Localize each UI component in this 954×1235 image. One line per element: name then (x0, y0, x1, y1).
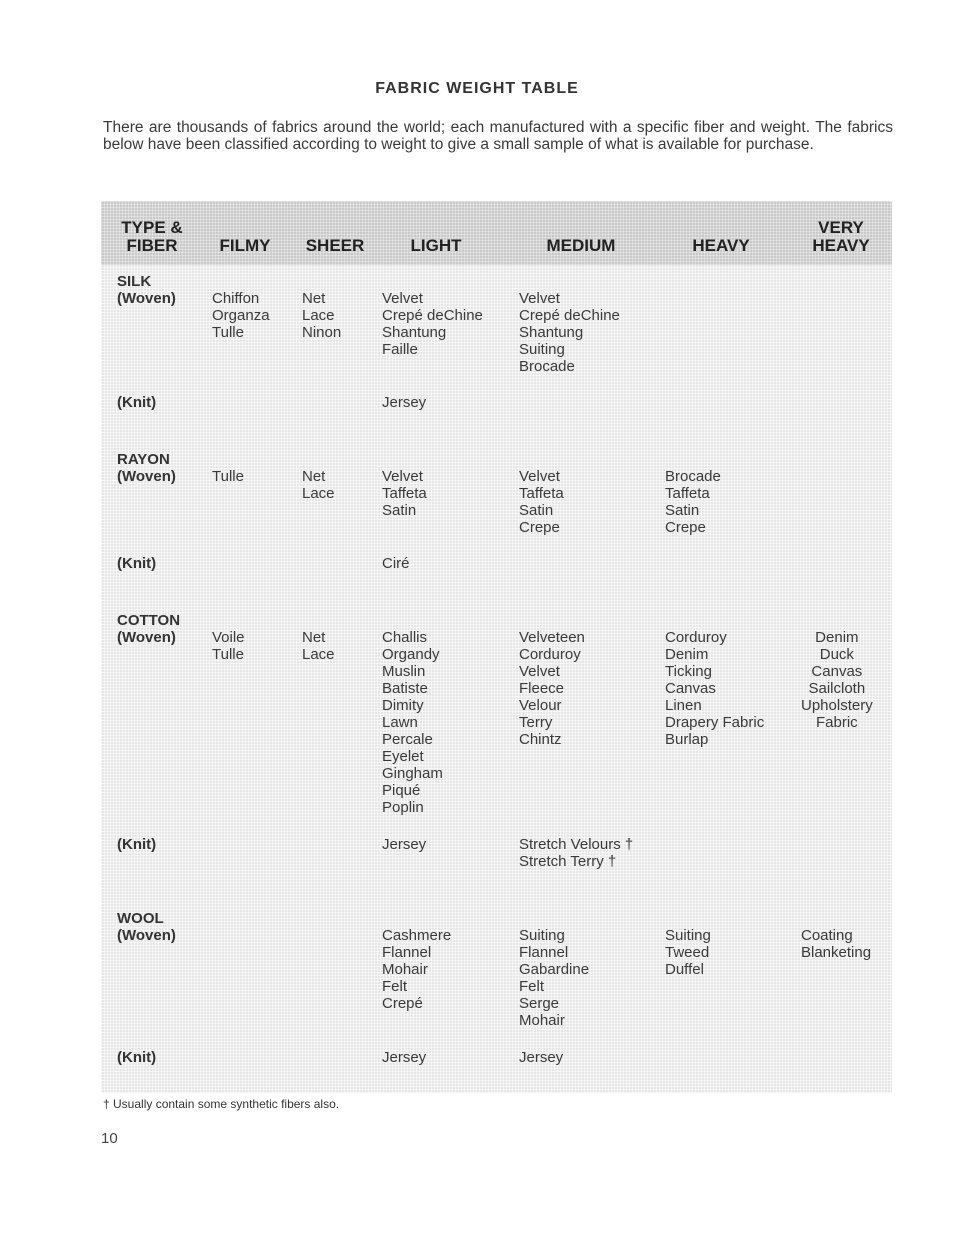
fabric-name: Cashmere (382, 927, 452, 944)
header-heavy: HEAVY (692, 236, 750, 255)
fabric-name: Corduroy (519, 646, 581, 663)
cell-silk-woven-light (382, 290, 483, 358)
fabric-name: Piqué (382, 782, 421, 799)
cell-rayon-woven-sheer (302, 468, 335, 502)
fabric-name: Jersey (519, 1049, 564, 1066)
row-label-wool-knit: (Knit) (117, 1049, 157, 1066)
fabric-name: Mohair (519, 1012, 565, 1029)
cell-silk-knit-light (382, 394, 426, 411)
cell-rayon-woven-medium (519, 468, 564, 536)
cell-silk-woven-sheer (302, 290, 341, 341)
cell-wool-woven-heavy (665, 927, 711, 978)
page-number: 10 (101, 1130, 118, 1147)
fabric-name: Stretch Velours † (519, 836, 634, 853)
fabric-name: Corduroy (665, 629, 727, 646)
cell-cotton-woven-light (382, 629, 443, 816)
fabric-name: Gabardine (519, 961, 590, 978)
fabric-name: Eyelet (382, 748, 424, 765)
fabric-name: Satin (665, 502, 700, 519)
cell-cotton-knit-medium (519, 836, 633, 870)
fabric-name: Felt (519, 978, 545, 995)
fabric-name: Lace (302, 646, 335, 663)
fabric-name: Serge (519, 995, 560, 1012)
fabric-name: Blanketing (801, 944, 872, 961)
header-light: LIGHT (410, 236, 462, 255)
fabric-name: Voile (212, 629, 245, 646)
fabric-name: Tulle (212, 646, 244, 663)
fabric-name: Upholstery (801, 697, 873, 714)
cell-rayon-knit-light (382, 555, 410, 572)
fabric-name: Brocade (519, 358, 575, 375)
fabric-name: Shantung (382, 324, 447, 341)
fabric-name: Taffeta (382, 485, 427, 502)
fabric-name: Canvas (811, 663, 863, 680)
fabric-name: Suiting (519, 341, 565, 358)
cell-wool-woven-light (382, 927, 451, 1012)
fabric-name: Ninon (302, 324, 342, 341)
fabric-name: Satin (382, 502, 417, 519)
fabric-name: Drapery Fabric (665, 714, 765, 731)
fabric-name: Taffeta (665, 485, 710, 502)
fabric-name: Tulle (212, 324, 244, 341)
cell-wool-woven-medium (519, 927, 589, 1029)
fabric-name: Organdy (382, 646, 440, 663)
fabric-name: Velvet (519, 468, 560, 485)
fabric-name: Crepé (382, 995, 423, 1012)
header-filmy: FILMY (219, 236, 271, 255)
fabric-name: Jersey (382, 1049, 427, 1066)
fabric-name: Muslin (382, 663, 426, 680)
fabric-name: Duffel (665, 961, 704, 978)
cell-cotton-woven-sheer (302, 629, 335, 663)
table-header (101, 201, 892, 265)
header-type-fiber: TYPE & FIBER (121, 218, 183, 255)
fabric-name: Fabric (816, 714, 858, 731)
fabric-name: Net (302, 290, 326, 307)
fabric-name: Denim (815, 629, 859, 646)
intro-paragraph: There are thousands of fabrics around the world; each manufactured with a specific fiber and weight. The fabrics below have been classified according to weight to give a small sample of what is available for purchase. (103, 119, 893, 153)
fabric-name: Crepé deChine (382, 307, 483, 324)
fabric-name: Fleece (519, 680, 565, 697)
header-very-heavy: VERY HEAVY (812, 218, 870, 255)
fabric-name: Crepé deChine (519, 307, 620, 324)
fabric-name: Duck (819, 646, 854, 663)
cell-silk-woven-medium (519, 290, 620, 375)
fabric-name: Satin (519, 502, 554, 519)
row-label-silk-knit: (Knit) (117, 394, 157, 411)
fabric-name: Velvet (519, 663, 560, 680)
row-label-cotton-woven: COTTON (Woven) (117, 612, 181, 646)
fabric-name: Crepe (665, 519, 706, 536)
fabric-name: Burlap (665, 731, 709, 748)
fabric-name: Velvet (519, 290, 560, 307)
fabric-name: Brocade (665, 468, 721, 485)
fabric-name: Flannel (382, 944, 432, 961)
fabric-name: Jersey (382, 836, 427, 853)
fabric-name: Chintz (519, 731, 562, 748)
cell-silk-woven-filmy (212, 290, 270, 341)
cell-cotton-woven-heavy (665, 629, 764, 748)
footnote: † Usually contain some synthetic fibers also. (103, 1097, 340, 1111)
fabric-name: Canvas (665, 680, 716, 697)
fabric-name: Crepe (519, 519, 560, 536)
fabric-name: Coating (801, 927, 853, 944)
fabric-name: Tweed (665, 944, 710, 961)
fabric-name: Suiting (519, 927, 565, 944)
cell-cotton-woven-very-heavy (801, 629, 873, 731)
fabric-name: Ticking (665, 663, 712, 680)
row-label-rayon-knit: (Knit) (117, 555, 157, 572)
fabric-name: Suiting (665, 927, 711, 944)
fabric-name: Lawn (382, 714, 418, 731)
fabric-name: Net (302, 629, 326, 646)
row-label-silk-woven: SILK (Woven) (117, 273, 176, 307)
fabric-name: Sailcloth (808, 680, 866, 697)
fabric-name: Linen (665, 697, 702, 714)
fabric-name: Velveteen (519, 629, 585, 646)
fabric-name: Gingham (382, 765, 443, 782)
cell-cotton-knit-light (382, 836, 426, 853)
cell-rayon-woven-light (382, 468, 427, 519)
fabric-name: Organza (212, 307, 270, 324)
row-label-rayon-woven: RAYON (Woven) (117, 451, 176, 485)
row-label-wool-woven: WOOL (Woven) (117, 910, 176, 944)
fabric-name: Lace (302, 307, 335, 324)
fabric-weight-table (101, 201, 892, 1093)
fabric-name: Challis (382, 629, 428, 646)
fabric-name: Stretch Terry † (519, 853, 617, 870)
fabric-name: Velvet (382, 468, 423, 485)
fabric-name: Percale (382, 731, 433, 748)
fabric-name: Tulle (212, 468, 244, 485)
cell-cotton-woven-medium (519, 629, 585, 748)
header-sheer: SHEER (305, 236, 365, 255)
fabric-name: Flannel (519, 944, 569, 961)
fabric-name: Faille (382, 341, 418, 358)
page-title: FABRIC WEIGHT TABLE (375, 80, 579, 97)
cell-wool-woven-very-heavy (801, 927, 871, 961)
cell-rayon-woven-heavy (665, 468, 721, 536)
fabric-name: Ciré (382, 555, 410, 572)
fabric-name: Denim (665, 646, 709, 663)
fabric-name: Shantung (519, 324, 584, 341)
fabric-name: Jersey (382, 394, 427, 411)
fabric-name: Lace (302, 485, 335, 502)
fabric-name: Chiffon (212, 290, 260, 307)
fabric-name: Net (302, 468, 326, 485)
fabric-name: Taffeta (519, 485, 564, 502)
header-medium: MEDIUM (546, 236, 616, 255)
row-label-cotton-knit: (Knit) (117, 836, 157, 853)
fabric-name: Batiste (382, 680, 428, 697)
fabric-name: Felt (382, 978, 408, 995)
cell-wool-knit-medium (519, 1049, 563, 1066)
cell-rayon-woven-filmy (212, 468, 244, 485)
fabric-name: Terry (519, 714, 553, 731)
fabric-name: Dimity (382, 697, 424, 714)
cell-wool-knit-light (382, 1049, 426, 1066)
cell-cotton-woven-filmy (212, 629, 245, 663)
fabric-name: Velvet (382, 290, 423, 307)
fabric-name: Poplin (382, 799, 424, 816)
fabric-name: Velour (519, 697, 562, 714)
fabric-name: Mohair (382, 961, 428, 978)
